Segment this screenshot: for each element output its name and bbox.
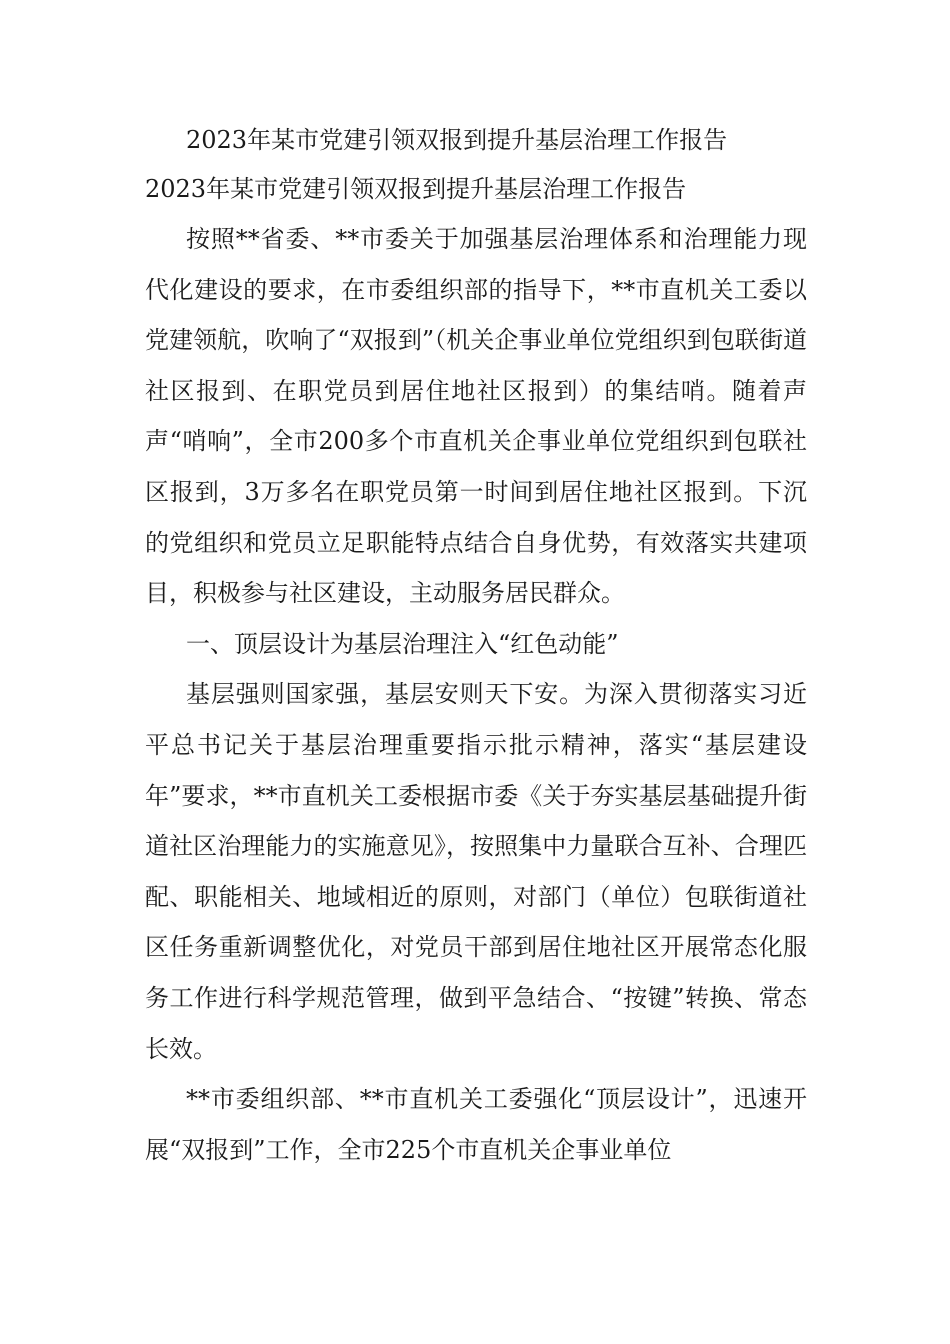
- paragraph-intro: 按照**省委、**市委关于加强基层治理体系和治理能力现代化建设的要求，在市委组织部的指导下，**市直机关工委以党建领航，吹响了“双报到”（机关企事业单位党组织到包联街道社区报到、在职党员到居住地社区报到）的集结哨。随着声声“哨响”，全市200多个市直机关企事业单位党组织到包联社区报到，3万多名在职党员第一时间到居住地社区报到。下沉的党组织和党员立足职能特点结合自身优势，有效落实共建项目，积极参与社区建设，主动服务居民群众。: [145, 225, 807, 608]
- document-body: [145, 128, 807, 1175]
- document-title: 2023年某市党建引领双报到提升基层治理工作报告: [186, 126, 728, 154]
- section-heading: 一、顶层设计为基层治理注入“红色动能”: [186, 629, 619, 658]
- body-text: [145, 214, 807, 1175]
- document-title-repeat: 2023年某市党建引领双报到提升基层治理工作报告: [145, 175, 687, 203]
- paragraph-section-2: **市委组织部、**市直机关工委强化“顶层设计”，迅速开展“双报到”工作，全市225个市直机关企事业单位: [145, 1085, 807, 1164]
- paragraph-section-1: 基层强则国家强，基层安则天下安。为深入贯彻落实习近平总书记关于基层治理重要指示批示精神，落实“基层建设年”要求，**市直机关工委根据市委《关于夯实基层基础提升街道社区治理能力的实施意见》，按照集中力量联合互补、合理匹配、职能相关、地域相近的原则，对部门（单位）包联街道社区任务重新调整优化，对党员干部到居住地社区开展常态化服务工作进行科学规范管理，做到平急结合、“按键”转换、常态长效。: [145, 680, 807, 1063]
